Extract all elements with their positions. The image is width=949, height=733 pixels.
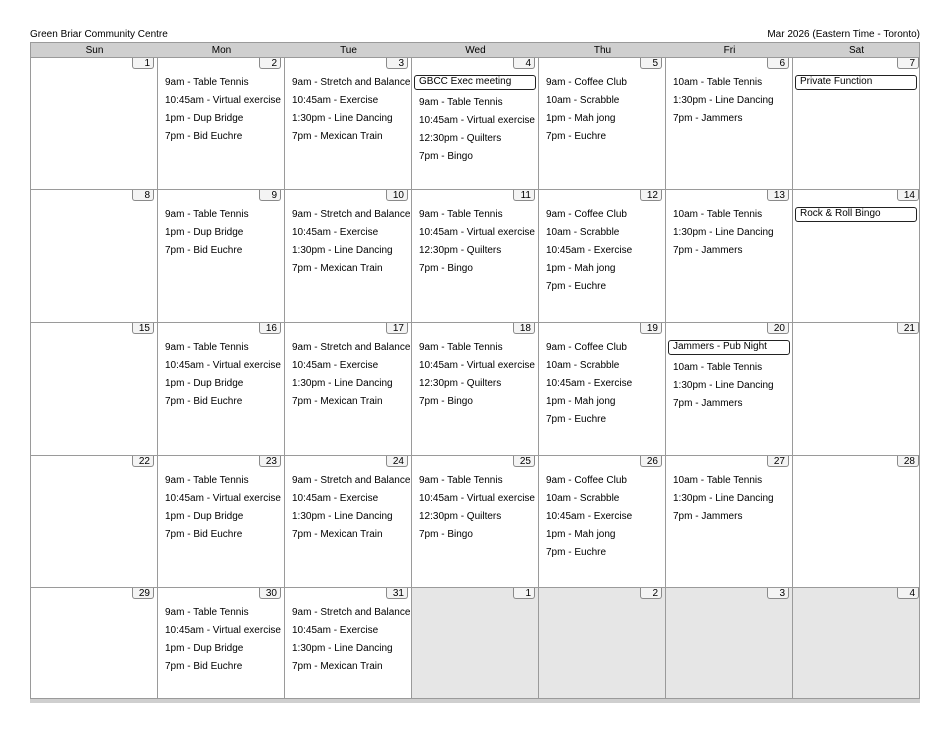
event-item[interactable]: 9am - Table Tennis	[419, 342, 503, 353]
event-item[interactable]: 9am - Table Tennis	[165, 607, 249, 618]
day-events	[412, 339, 538, 411]
event-item[interactable]: 9am - Table Tennis	[165, 209, 249, 220]
month-calendar	[30, 42, 920, 699]
event-item[interactable]: 10:45am - Exercise	[292, 360, 379, 371]
event-item[interactable]: 10:45am - Virtual exercise	[165, 493, 281, 504]
day-cell[interactable]	[158, 323, 285, 456]
day-cell[interactable]	[285, 588, 412, 699]
event-item[interactable]: 10:45am - Virtual exercise	[165, 360, 281, 371]
day-events	[158, 339, 284, 411]
weekday-label: Mon	[211, 45, 232, 56]
event-item[interactable]: 1:30pm - Line Dancing	[292, 113, 393, 124]
event-item[interactable]: 7pm - Euchre	[546, 414, 607, 425]
day-events	[539, 339, 665, 429]
event-item[interactable]: 7pm - Mexican Train	[292, 396, 383, 407]
event-item[interactable]: 10am - Scrabble	[546, 95, 620, 106]
day-cell[interactable]	[793, 323, 920, 456]
day-number[interactable]: 10	[386, 190, 408, 201]
day-number[interactable]: 23	[259, 456, 281, 467]
day-number[interactable]: 13	[767, 190, 789, 201]
weekday-label: Thu	[593, 45, 612, 56]
day-number[interactable]: 5	[640, 58, 662, 69]
event-item[interactable]: 1pm - Dup Bridge	[165, 113, 244, 124]
event-item[interactable]: 1pm - Dup Bridge	[165, 378, 244, 389]
day-number[interactable]: 9	[259, 190, 281, 201]
day-number[interactable]: 31	[386, 588, 408, 599]
day-number[interactable]: 14	[897, 190, 919, 201]
day-cell[interactable]	[539, 190, 666, 323]
day-number[interactable]: 25	[513, 456, 535, 467]
event-item[interactable]: 7pm - Bid Euchre	[165, 396, 243, 407]
weekday-label: Fri	[723, 45, 736, 56]
event-item[interactable]: 7pm - Bid Euchre	[165, 131, 243, 142]
event-item[interactable]: 9am - Stretch and Balance	[292, 475, 411, 486]
day-cell[interactable]	[666, 190, 793, 323]
event-item[interactable]: 10:45am - Virtual exercise	[165, 625, 281, 636]
day-cell[interactable]	[285, 58, 412, 190]
event-item[interactable]: 10:45am - Exercise	[292, 625, 379, 636]
calendar-week-row	[30, 588, 920, 699]
event-item[interactable]: 7pm - Mexican Train	[292, 263, 383, 274]
day-cell[interactable]	[412, 58, 539, 190]
event-item[interactable]: 1:30pm - Line Dancing	[292, 643, 393, 654]
day-number[interactable]: 21	[897, 323, 919, 334]
day-number[interactable]: 28	[897, 456, 919, 467]
event-item[interactable]: 1:30pm - Line Dancing	[292, 511, 393, 522]
event-item[interactable]: 9am - Table Tennis	[419, 209, 503, 220]
day-cell[interactable]	[666, 588, 793, 699]
day-events	[158, 74, 284, 146]
day-number[interactable]: 6	[767, 58, 789, 69]
event-item[interactable]: 9am - Coffee Club	[546, 77, 627, 88]
day-number[interactable]: 26	[640, 456, 662, 467]
event-item[interactable]: 7pm - Mexican Train	[292, 131, 383, 142]
event-item[interactable]: 10:45am - Virtual exercise	[165, 95, 281, 106]
day-number[interactable]: 17	[386, 323, 408, 334]
event-item[interactable]: 10am - Table Tennis	[673, 362, 763, 373]
event-item[interactable]: 1pm - Mah jong	[546, 113, 616, 124]
day-events	[666, 472, 792, 526]
event-item[interactable]: 9am - Coffee Club	[546, 342, 627, 353]
day-cell[interactable]	[158, 58, 285, 190]
day-cell[interactable]	[539, 588, 666, 699]
event-item[interactable]: 10am - Scrabble	[546, 360, 620, 371]
weekday-header-row	[30, 42, 920, 58]
event-item[interactable]: 10:45am - Virtual exercise	[419, 227, 535, 238]
day-number[interactable]: 2	[259, 58, 281, 69]
day-cell[interactable]	[793, 456, 920, 588]
event-item[interactable]: 12:30pm - Quilters	[419, 378, 502, 389]
event-item[interactable]: 10:45am - Virtual exercise	[419, 493, 535, 504]
day-number[interactable]: 11	[513, 190, 535, 201]
day-events	[158, 472, 284, 544]
event-item[interactable]: 12:30pm - Quilters	[419, 511, 502, 522]
day-events	[285, 604, 411, 676]
event-item[interactable]: 9am - Table Tennis	[165, 77, 249, 88]
special-event[interactable]: Jammers - Pub Night	[668, 340, 790, 355]
day-cell[interactable]	[412, 588, 539, 699]
event-item[interactable]: 10:45am - Exercise	[292, 95, 379, 106]
calendar-weeks	[30, 58, 920, 699]
day-cell[interactable]	[666, 58, 793, 190]
day-cell[interactable]	[285, 190, 412, 323]
event-item[interactable]: 7pm - Bingo	[419, 396, 473, 407]
day-cell[interactable]	[666, 456, 793, 588]
event-item[interactable]: 9am - Table Tennis	[165, 475, 249, 486]
day-cell[interactable]	[539, 456, 666, 588]
calendar-footer-bar	[30, 699, 920, 703]
calendar-week-row	[30, 323, 920, 456]
day-events	[539, 472, 665, 562]
event-item[interactable]: 1pm - Dup Bridge	[165, 227, 244, 238]
event-item[interactable]: 7pm - Bid Euchre	[165, 661, 243, 672]
day-cell[interactable]	[285, 456, 412, 588]
weekday-label: Wed	[465, 45, 486, 56]
day-number[interactable]: 3	[386, 58, 408, 69]
day-number[interactable]: 2	[640, 588, 662, 599]
day-number[interactable]: 24	[386, 456, 408, 467]
day-number[interactable]: 1	[513, 588, 535, 599]
day-number[interactable]: 8	[132, 190, 154, 201]
event-item[interactable]: 7pm - Euchre	[546, 547, 607, 558]
day-events	[412, 472, 538, 544]
event-item[interactable]: 9am - Stretch and Balance	[292, 342, 411, 353]
event-item[interactable]: 10:45am - Exercise	[292, 493, 379, 504]
event-item[interactable]: 7pm - Bingo	[419, 263, 473, 274]
calendar-org-name: Green Briar Community Centre	[30, 29, 168, 40]
weekday-label: Sat	[848, 45, 864, 56]
event-item[interactable]: 7pm - Bid Euchre	[165, 245, 243, 256]
event-item[interactable]: 7pm - Jammers	[673, 245, 743, 256]
event-item[interactable]: 7pm - Euchre	[546, 131, 607, 142]
event-item[interactable]: 9am - Table Tennis	[419, 475, 503, 486]
day-cell[interactable]	[31, 323, 158, 456]
event-item[interactable]: 7pm - Jammers	[673, 398, 743, 409]
day-number[interactable]: 4	[897, 588, 919, 599]
day-cell[interactable]	[666, 323, 793, 456]
event-item[interactable]: 1:30pm - Line Dancing	[673, 95, 774, 106]
event-item[interactable]: 1:30pm - Line Dancing	[673, 227, 774, 238]
event-item[interactable]: 10am - Table Tennis	[673, 475, 763, 486]
event-item[interactable]: 1:30pm - Line Dancing	[292, 245, 393, 256]
day-cell[interactable]	[158, 588, 285, 699]
day-events	[666, 339, 792, 413]
day-cell[interactable]	[285, 323, 412, 456]
day-cell[interactable]	[793, 190, 920, 323]
calendar-week-row	[30, 456, 920, 588]
day-cell[interactable]	[31, 456, 158, 588]
day-events	[285, 74, 411, 146]
day-cell[interactable]	[31, 588, 158, 699]
day-cell[interactable]	[412, 323, 539, 456]
event-item[interactable]: 9am - Coffee Club	[546, 475, 627, 486]
event-item[interactable]: 10:45am - Exercise	[546, 378, 633, 389]
event-item[interactable]: 7pm - Jammers	[673, 511, 743, 522]
day-events	[539, 206, 665, 296]
event-item[interactable]: 9am - Stretch and Balance	[292, 77, 411, 88]
event-item[interactable]: 7pm - Bingo	[419, 151, 473, 162]
event-item[interactable]: 10:45am - Exercise	[292, 227, 379, 238]
day-cell[interactable]	[539, 323, 666, 456]
day-number[interactable]: 20	[767, 323, 789, 334]
event-item[interactable]: 12:30pm - Quilters	[419, 133, 502, 144]
event-item[interactable]: 1:30pm - Line Dancing	[673, 380, 774, 391]
event-item[interactable]: 7pm - Bingo	[419, 529, 473, 540]
day-events	[793, 74, 919, 94]
event-item[interactable]: 10:45am - Virtual exercise	[419, 115, 535, 126]
day-events	[412, 206, 538, 278]
event-item[interactable]: 1pm - Mah jong	[546, 396, 616, 407]
day-events	[539, 74, 665, 146]
day-number[interactable]: 4	[513, 58, 535, 69]
event-item[interactable]: 1:30pm - Line Dancing	[292, 378, 393, 389]
event-item[interactable]: 9am - Stretch and Balance	[292, 209, 411, 220]
special-event[interactable]: Rock & Roll Bingo	[795, 207, 917, 222]
day-events	[793, 206, 919, 226]
day-number[interactable]: 3	[767, 588, 789, 599]
event-item[interactable]: 12:30pm - Quilters	[419, 245, 502, 256]
day-cell[interactable]	[31, 58, 158, 190]
event-item[interactable]: 7pm - Mexican Train	[292, 661, 383, 672]
event-item[interactable]: 7pm - Mexican Train	[292, 529, 383, 540]
day-events	[285, 472, 411, 544]
day-cell[interactable]	[412, 190, 539, 323]
day-number[interactable]: 18	[513, 323, 535, 334]
day-number[interactable]: 1	[132, 58, 154, 69]
day-events	[285, 206, 411, 278]
day-events	[158, 206, 284, 260]
day-cell[interactable]	[412, 456, 539, 588]
event-item[interactable]: 9am - Table Tennis	[419, 97, 503, 108]
event-item[interactable]: 10:45am - Virtual exercise	[419, 360, 535, 371]
day-cell[interactable]	[539, 58, 666, 190]
day-events	[666, 206, 792, 260]
day-number[interactable]: 16	[259, 323, 281, 334]
day-number[interactable]: 29	[132, 588, 154, 599]
event-item[interactable]: 9am - Stretch and Balance	[292, 607, 411, 618]
day-number[interactable]: 15	[132, 323, 154, 334]
event-item[interactable]: 10am - Scrabble	[546, 493, 620, 504]
event-item[interactable]: 10am - Table Tennis	[673, 77, 763, 88]
event-item[interactable]: 10:45am - Exercise	[546, 511, 633, 522]
event-item[interactable]: 7pm - Jammers	[673, 113, 743, 124]
weekday-label: Sun	[85, 45, 104, 56]
day-number[interactable]: 30	[259, 588, 281, 599]
event-item[interactable]: 1pm - Mah jong	[546, 263, 616, 274]
day-events	[158, 604, 284, 676]
event-item[interactable]: 1pm - Dup Bridge	[165, 511, 244, 522]
day-number[interactable]: 22	[132, 456, 154, 467]
calendar-week-row	[30, 58, 920, 190]
day-cell[interactable]	[158, 190, 285, 323]
day-events	[412, 74, 538, 166]
day-number[interactable]: 19	[640, 323, 662, 334]
calendar-week-row	[30, 190, 920, 323]
day-cell[interactable]	[793, 58, 920, 190]
day-cell[interactable]	[31, 190, 158, 323]
day-number[interactable]: 7	[897, 58, 919, 69]
event-item[interactable]: 7pm - Bid Euchre	[165, 529, 243, 540]
event-item[interactable]: 10:45am - Exercise	[546, 245, 633, 256]
event-item[interactable]: 9am - Coffee Club	[546, 209, 627, 220]
event-item[interactable]: 1:30pm - Line Dancing	[673, 493, 774, 504]
event-item[interactable]: 10am - Scrabble	[546, 227, 620, 238]
day-events	[285, 339, 411, 411]
event-item[interactable]: 1pm - Mah jong	[546, 529, 616, 540]
special-event[interactable]: Private Function	[795, 75, 917, 90]
event-item[interactable]: 1pm - Dup Bridge	[165, 643, 244, 654]
day-cell[interactable]	[793, 588, 920, 699]
special-event[interactable]: GBCC Exec meeting	[414, 75, 536, 90]
weekday-label: Tue	[340, 45, 357, 56]
event-item[interactable]: 7pm - Euchre	[546, 281, 607, 292]
day-number[interactable]: 27	[767, 456, 789, 467]
calendar-period: Mar 2026 (Eastern Time - Toronto)	[767, 29, 920, 40]
day-number[interactable]: 12	[640, 190, 662, 201]
day-cell[interactable]	[158, 456, 285, 588]
day-events	[666, 74, 792, 128]
event-item[interactable]: 10am - Table Tennis	[673, 209, 763, 220]
event-item[interactable]: 9am - Table Tennis	[165, 342, 249, 353]
